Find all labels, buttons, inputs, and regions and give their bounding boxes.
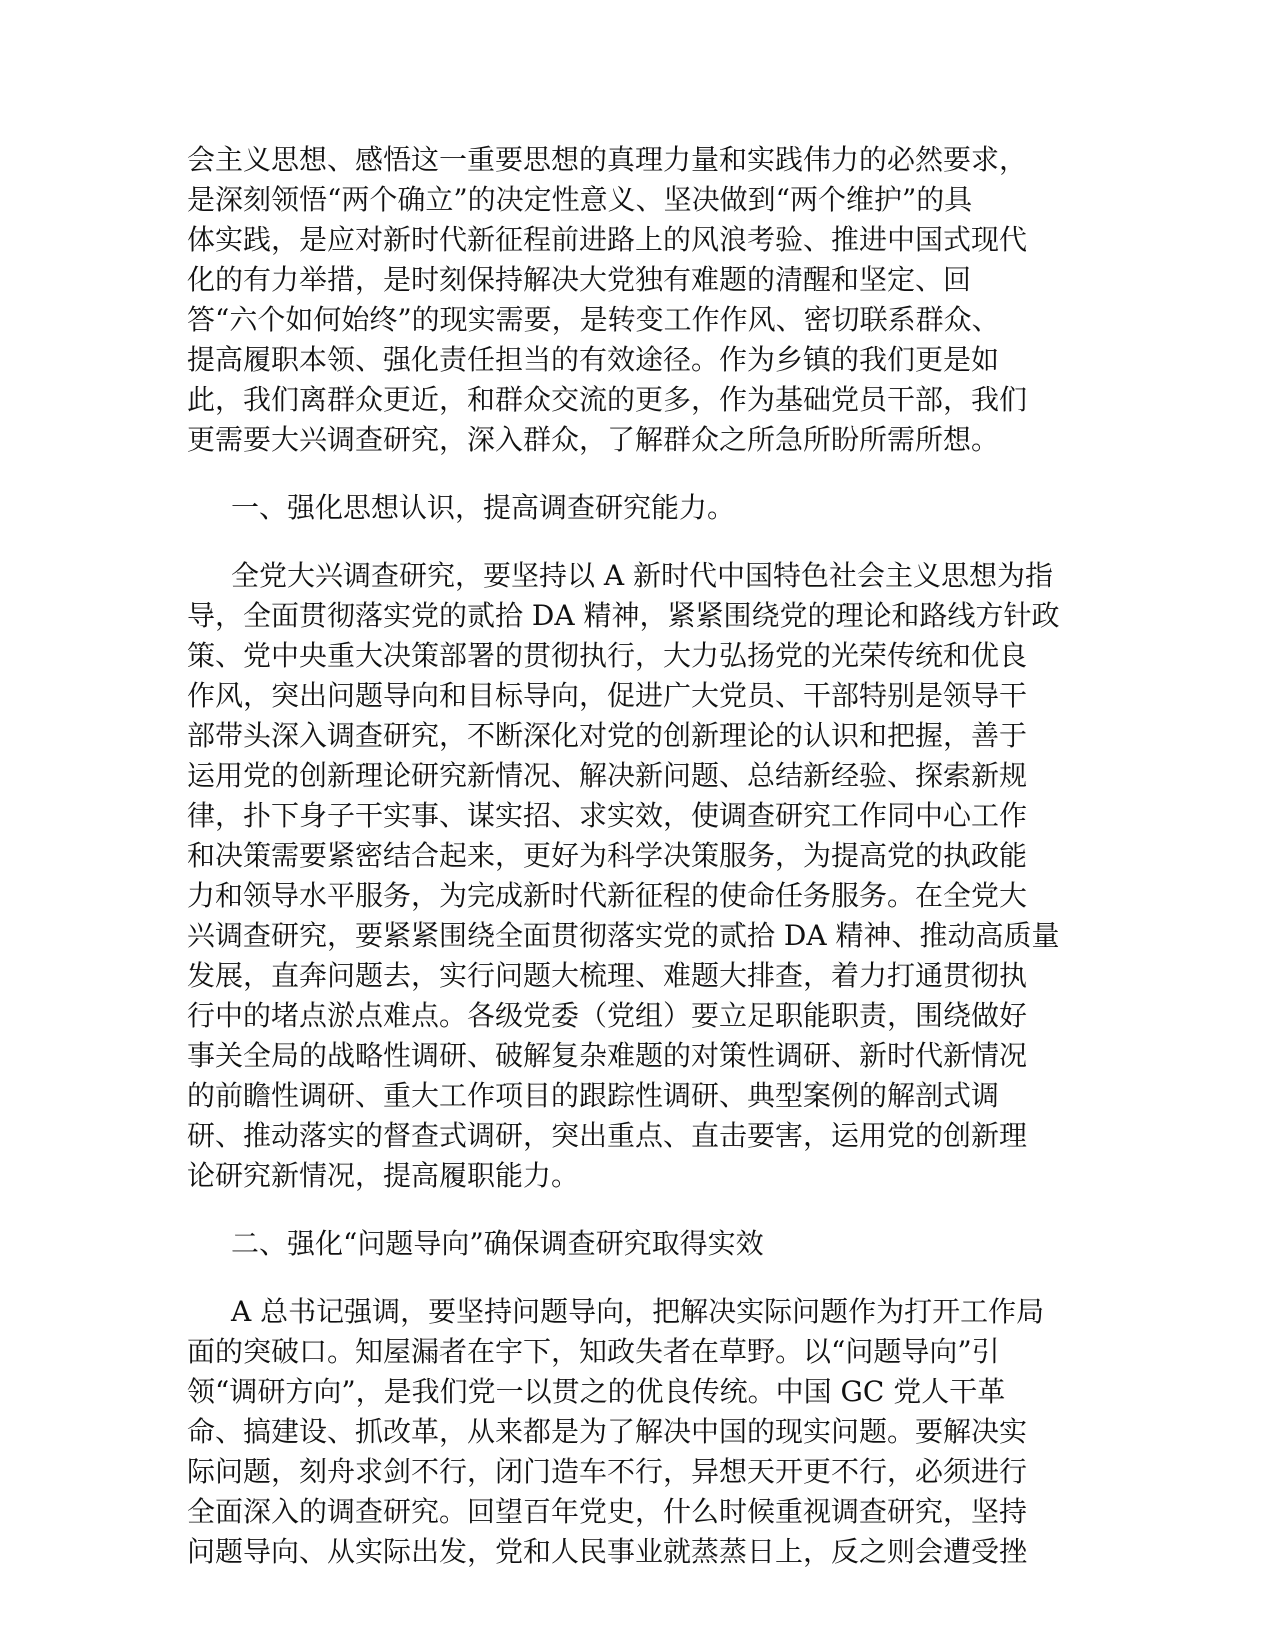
- text-line: 体实践，是应对新时代新征程前进路上的风浪考验、推进中国式现代: [187, 223, 1028, 256]
- text-line: 研、推动落实的督查式调研，突出重点、直击要害，运用党的创新理: [187, 1119, 1028, 1152]
- text-line: 全党大兴调查研究，要坚持以 A 新时代中国特色社会主义思想为指: [231, 559, 1054, 592]
- text-line: 问题导向、从实际出发，党和人民事业就蒸蒸日上，反之则会遭受挫: [187, 1535, 1028, 1568]
- text-line: 是深刻领悟“两个确立”的决定性意义、坚决做到“两个维护”的具: [187, 183, 973, 216]
- text-line: 领“调研方向”，是我们党一以贯之的优良传统。中国 GC 党人干革: [187, 1375, 1006, 1408]
- text-line: 作风，突出问题导向和目标导向，促进广大党员、干部特别是领导干: [187, 679, 1028, 712]
- document-body: [187, 140, 1087, 1572]
- text-line: 化的有力举措，是时刻保持解决大党独有难题的清醒和坚定、回: [187, 263, 972, 296]
- text-line: 面的突破口。知屋漏者在宇下，知政失者在草野。以“问题导向”引: [187, 1335, 1000, 1368]
- text-line: 事关全局的战略性调研、破解复杂难题的对策性调研、新时代新情况: [187, 1039, 1028, 1072]
- text-line: 命、搞建设、抓改革，从来都是为了解决中国的现实问题。要解决实: [187, 1415, 1028, 1448]
- text-line: 行中的堵点淤点难点。各级党委（党组）要立足职能职责，围绕做好: [187, 999, 1028, 1032]
- text-line: 会主义思想、感悟这一重要思想的真理力量和实践伟力的必然要求，: [187, 143, 1028, 176]
- text-line: 运用党的创新理论研究新情况、解决新问题、总结新经验、探索新规: [187, 759, 1028, 792]
- text-line: 导，全面贯彻落实党的贰拾 DA 精神，紧紧围绕党的理论和路线方针政: [187, 599, 1060, 632]
- text-line: 策、党中央重大决策部署的贯彻执行，大力弘扬党的光荣传统和优良: [187, 639, 1028, 672]
- text-line: A 总书记强调，要坚持问题导向，把解决实际问题作为打开工作局: [231, 1295, 1045, 1328]
- text-line: 全面深入的调查研究。回望百年党史，什么时候重视调查研究，坚持: [187, 1495, 1028, 1528]
- text-line: 此，我们离群众更近，和群众交流的更多，作为基础党员干部，我们: [187, 383, 1028, 416]
- text-line: 提高履职本领、强化责任担当的有效途径。作为乡镇的我们更是如: [187, 343, 1000, 376]
- text-line: 际问题，刻舟求剑不行，闭门造车不行，异想天开更不行，必须进行: [187, 1455, 1028, 1488]
- text-line: 论研究新情况，提高履职能力。: [187, 1159, 580, 1192]
- section-heading-2: 二、强化“问题导向”确保调查研究取得实效: [231, 1227, 764, 1260]
- text-line: 答“六个如何始终”的现实需要，是转变工作作风、密切联系群众、: [187, 303, 1000, 336]
- text-line: 更需要大兴调查研究，深入群众，了解群众之所急所盼所需所想。: [187, 423, 1000, 456]
- text-line: 发展，直奔问题去，实行问题大梳理、难题大排查，着力打通贯彻执: [187, 959, 1028, 992]
- text-line: 力和领导水平服务，为完成新时代新征程的使命任务服务。在全党大: [187, 879, 1028, 912]
- text-line: 部带头深入调查研究，不断深化对党的创新理论的认识和把握，善于: [187, 719, 1028, 752]
- text-line: 和决策需要紧密结合起来，更好为科学决策服务，为提高党的执政能: [187, 839, 1028, 872]
- section-heading-1: 一、强化思想认识，提高调查研究能力。: [231, 491, 736, 524]
- text-line: 的前瞻性调研、重大工作项目的跟踪性调研、典型案例的解剖式调: [187, 1079, 1000, 1112]
- text-line: 兴调查研究，要紧紧围绕全面贯彻落实党的贰拾 DA 精神、推动高质量: [187, 919, 1060, 952]
- text-line: 律，扑下身子干实事、谋实招、求实效，使调查研究工作同中心工作: [187, 799, 1028, 832]
